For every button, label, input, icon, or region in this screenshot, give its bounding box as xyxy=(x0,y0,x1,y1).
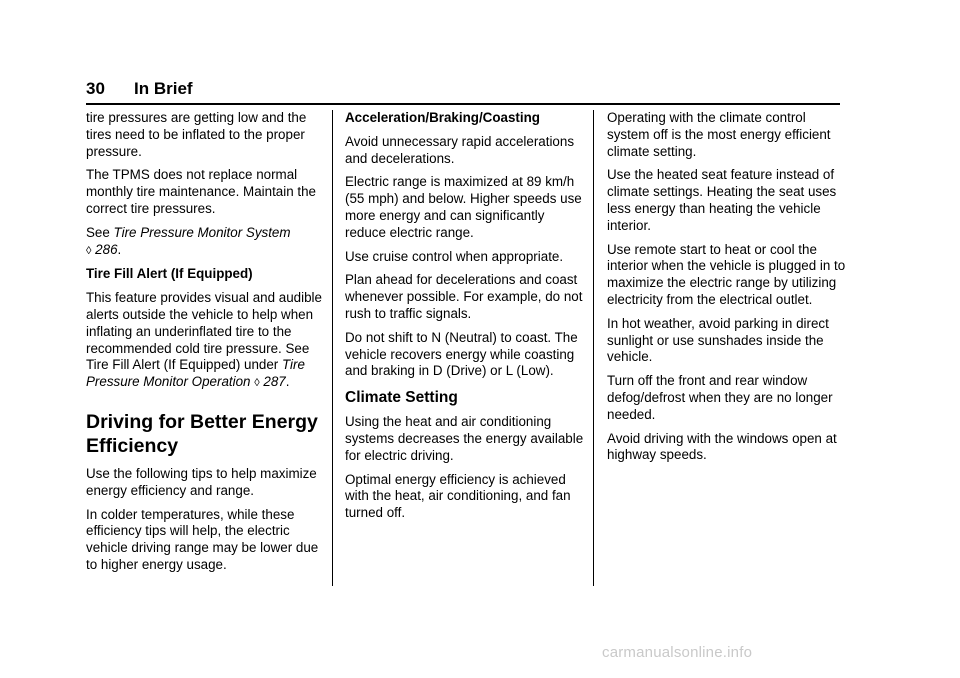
header-rule xyxy=(86,103,840,105)
paragraph xyxy=(86,290,326,392)
page-ref-arrow-icon: ◊ xyxy=(254,377,260,390)
watermark: carmanualsonline.info xyxy=(602,644,753,661)
paragraph: Operating with the climate control system off is the most energy efficient climate setting. xyxy=(607,110,831,159)
column-3 xyxy=(607,110,847,471)
see-text: See xyxy=(86,224,114,240)
period: . xyxy=(285,374,290,390)
paragraph: Use the following tips to help maximize energy efficiency and range. xyxy=(86,465,317,498)
paragraph: Use the heated seat feature instead of climate settings. Heating the seat uses less energy than heating the vehicle interior. xyxy=(607,167,837,233)
paragraph: The TPMS does not replace normal monthly tire maintenance. Maintain the correct tire pressures. xyxy=(86,167,316,216)
paragraph: Avoid unnecessary rapid accelerations and decelerations. xyxy=(345,133,575,166)
subheading-tire-fill-alert: Tire Fill Alert (If Equipped) xyxy=(86,266,253,282)
paragraph: Use remote start to heat or cool the interior when the vehicle is plugged in to maximize the electric range by utilizing electricity from the electrical outlet. xyxy=(607,241,846,307)
heading-climate-setting: Climate Setting xyxy=(345,389,458,407)
paragraph: In colder temperatures, while these efficiency tips will help, the electric vehicle driving range may be lower due to higher energy usage. xyxy=(86,506,319,572)
paragraph: Plan ahead for decelerations and coast whenever possible. For example, do not rush to traffic signals. xyxy=(345,272,583,321)
paragraph: Use cruise control when appropriate. xyxy=(345,248,564,264)
column-divider xyxy=(593,110,594,586)
page-header xyxy=(86,78,840,102)
xref-link-tpms-operation[interactable]: Tire Pressure Monitor Operation xyxy=(86,357,305,390)
paragraph: In hot weather, avoid parking in direct sunlight or use sunshades inside the vehicle. xyxy=(607,315,829,365)
see-reference xyxy=(86,225,326,260)
paragraph: Turn off the front and rear window defog/defrost when they are no longer needed. xyxy=(607,373,833,422)
page-ref-287[interactable]: 287 xyxy=(263,374,286,390)
column-1 xyxy=(86,110,326,581)
page-number: 30 xyxy=(86,79,105,98)
paragraph: tire pressures are getting low and the tires need to be inflated to the proper pressure. xyxy=(86,110,307,159)
paragraph: Avoid driving with the windows open at highway speeds. xyxy=(607,430,837,463)
paragraph: Do not shift to N (Neutral) to coast. The vehicle recovers energy while coasting and braking in D (Drive) or L (Low). xyxy=(345,329,578,379)
column-2 xyxy=(345,110,585,529)
page-ref-286[interactable]: 286 xyxy=(95,241,118,257)
period: . xyxy=(117,241,122,257)
subheading-acceleration: Acceleration/Braking/Coasting xyxy=(345,110,540,125)
page-ref-arrow-icon: ◊ xyxy=(86,244,92,257)
paragraph: Electric range is maximized at 89 km/h (55 mph) and below. Higher speeds use more energy and can significantly reduce electric range. xyxy=(345,174,582,240)
section-title: In Brief xyxy=(134,79,193,98)
tire-fill-text: This feature provides visual and audible alerts outside the vehicle to help when inflating an underinflated tire to the recommended cold tire pressure. See Tire Fill Alert (If Equipped) under xyxy=(86,290,322,373)
xref-link-tpms[interactable]: Tire Pressure Monitor System xyxy=(113,224,291,240)
paragraph: Optimal energy efficiency is achieved with the heat, air conditioning, and fan turned off. xyxy=(345,471,571,521)
paragraph: Using the heat and air conditioning systems decreases the energy available for electric driving. xyxy=(345,414,584,463)
heading-driving-efficiency: Driving for Better Energy Efficiency xyxy=(86,410,318,457)
column-divider xyxy=(332,110,333,586)
